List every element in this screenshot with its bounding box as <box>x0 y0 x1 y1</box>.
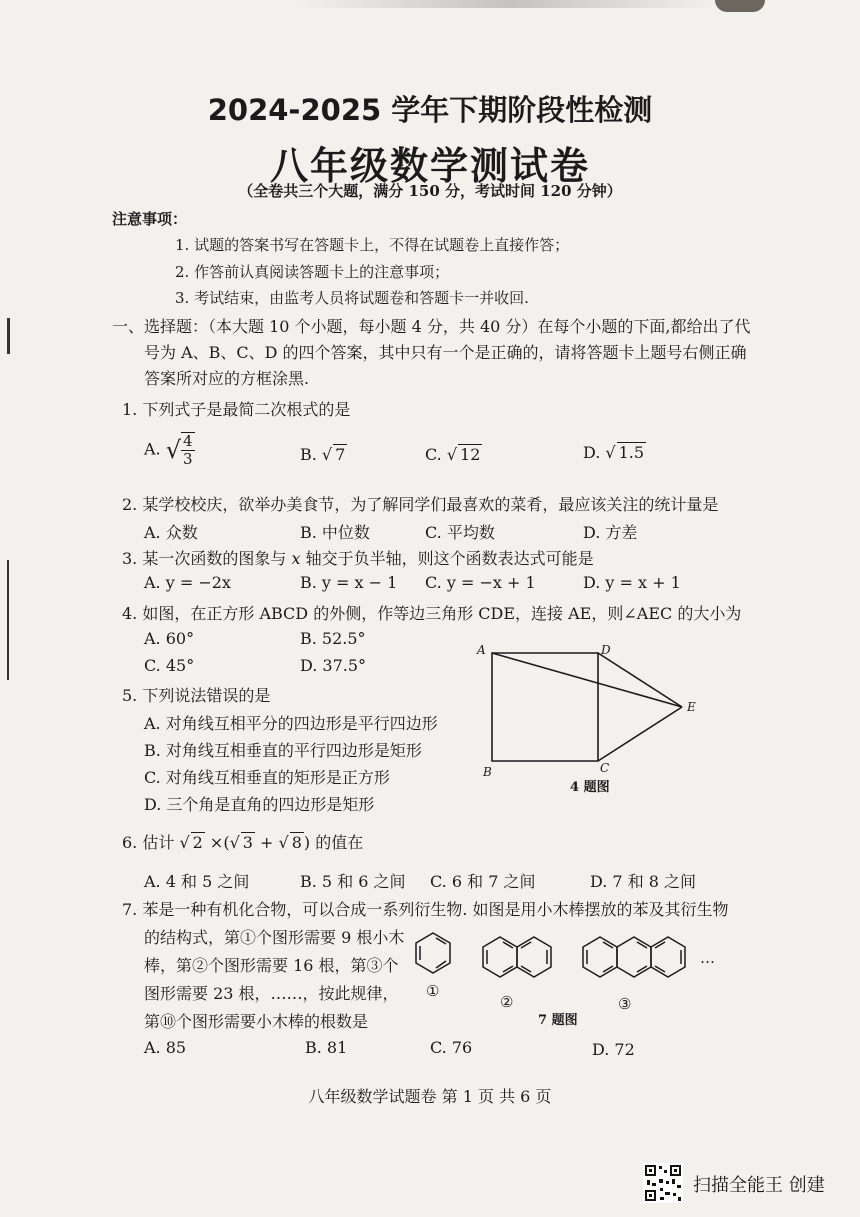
q1-c-radicand: 12 <box>460 445 481 464</box>
square-abcd <box>492 653 598 761</box>
q1-a-numerator: 4 <box>183 432 193 450</box>
q3-stem-post: 轴交于负半轴，则这个函数表达式可能是 <box>300 549 594 568</box>
q4-option-b: B. 52.5° <box>300 629 366 648</box>
notice-item-3: 3. 考试结束，由监考人员将试题卷和答题卡一并收回. <box>175 289 529 307</box>
label-d: D <box>601 643 611 657</box>
q1-option-d: D. √ 1.5 <box>583 443 645 462</box>
q2-stem: 2. 某学校校庆，欲举办美食节，为了解同学们最喜欢的菜肴，最应该关注的统计量是 <box>122 495 719 514</box>
q4-option-d: D. 37.5° <box>300 656 367 675</box>
q4-option-c: C. 45° <box>144 656 195 675</box>
q5-stem: 5. 下列说法错误的是 <box>122 686 271 705</box>
q3-stem-pre: 3. 某一次函数的图象与 <box>122 549 292 568</box>
anthracene-structure <box>583 937 685 977</box>
segment-de <box>598 653 682 707</box>
notice-heading: 注意事项： <box>112 210 188 228</box>
q3-stem-var: x <box>291 549 301 568</box>
q3-stem <box>122 546 594 569</box>
q3-option-a: A. y = −2x <box>144 573 231 592</box>
fig-label-3: ③ <box>618 995 632 1013</box>
q1-b-radicand: 7 <box>335 445 346 464</box>
q1-option-c: C. √ 12 <box>425 445 481 464</box>
exam-title-line1: 2024-2025 学年下期阶段性检测 <box>207 93 653 127</box>
watermark-text: 扫描全能王 创建 <box>693 1175 825 1196</box>
q1-stem: 1. 下列式子是最简二次根式的是 <box>122 400 351 419</box>
option-label: A. <box>144 439 161 459</box>
notice-item-1: 1. 试题的答案书写在答题卡上，不得在试题卷上直接作答； <box>175 236 570 254</box>
q1-d-radicand: 1.5 <box>618 443 645 462</box>
q6-option-b: B. 5 和 6 之间 <box>300 872 406 891</box>
q4-caption: 4 题图 <box>570 780 610 795</box>
q5-option-c: C. 对角线互相垂直的矩形是正方形 <box>144 768 390 787</box>
qr-code-icon <box>643 1163 683 1203</box>
q7-option-b: B. 81 <box>305 1038 348 1057</box>
option-label: C. <box>425 445 442 464</box>
fig-label-1: ① <box>426 982 440 1000</box>
option-label: B. <box>300 445 317 464</box>
q6-stem: 6. 估计 √ 2 ×(√ 3 + √ 8 ) 的值在 <box>122 833 364 852</box>
label-c: C <box>600 761 610 775</box>
naphthalene-structure <box>483 937 551 977</box>
q6-times: × <box>209 833 224 852</box>
q7-line4: 图形需要 23 根，……，按此规律， <box>144 984 399 1003</box>
q6-option-a: A. 4 和 5 之间 <box>144 872 250 891</box>
q6-radicand-2: 3 <box>242 833 253 852</box>
q7-option-c: C. 76 <box>430 1038 473 1057</box>
margin-mark <box>7 318 10 354</box>
q2-option-c: C. 平均数 <box>425 523 495 542</box>
q1-option-b: B. √ 7 <box>300 445 346 464</box>
q6-option-c: C. 6 和 7 之间 <box>430 872 536 891</box>
q6-radicand-3: 8 <box>291 833 302 852</box>
label-b: B <box>483 765 492 779</box>
section1-line2: 号为 A、B、C、D 的四个答案，其中只有一个是正确的，请将答题卡上题号右侧正确 <box>144 343 747 362</box>
q7-option-a: A. 85 <box>144 1038 187 1057</box>
q4-stem: 4. 如图，在正方形 ABCD 的外侧，作等边三角形 CDE，连接 AE，则∠AEC 的大小为 <box>122 604 742 623</box>
section1-line1: 一、选择题：（本大题 10 个小题，每小题 4 分，共 40 分）在每个小题的下面,都给出了代 <box>112 317 751 336</box>
q1-option-a: A. √ $\frac{4}{3}$ <box>144 432 193 468</box>
scan-shadow <box>300 0 720 8</box>
q6-option-d: D. 7 和 8 之间 <box>590 872 697 891</box>
segment-ce <box>598 707 682 761</box>
q6-stem-pre: 6. 估计 <box>122 833 175 852</box>
q6-stem-post: 的值在 <box>315 833 364 852</box>
q5-option-b: B. 对角线互相垂直的平行四边形是矩形 <box>144 741 422 760</box>
q6-radicand-1: 2 <box>192 833 203 852</box>
q7-line2: 的结构式，第①个图形需要 9 根小木 <box>144 928 405 947</box>
margin-mark <box>7 560 9 680</box>
benzene-structure <box>416 933 450 973</box>
exam-subtitle: （全卷共三个大题，满分 150 分，考试时间 120 分钟） <box>238 182 622 200</box>
q6-plus: + <box>260 833 274 852</box>
fig-ellipsis: … <box>700 949 715 967</box>
q7-line3: 棒，第②个图形需要 16 根，第③个 <box>144 956 399 975</box>
label-e: E <box>687 700 696 714</box>
q7-line1: 7. 苯是一种有机化合物，可以合成一系列衍生物. 如图是用小木棒摆放的苯及其衍生物 <box>122 900 729 919</box>
label-a: A <box>477 643 486 657</box>
notice-item-2: 2. 作答前认真阅读答题卡上的注意事项； <box>175 263 450 281</box>
option-label: D. <box>583 443 601 462</box>
q4-option-a: A. 60° <box>144 629 195 648</box>
fig-label-2: ② <box>500 993 514 1011</box>
segment-ae <box>492 653 682 707</box>
q3-option-c: C. y = −x + 1 <box>425 573 536 592</box>
q7-line5: 第⑩个图形需要小木棒的根数是 <box>144 1012 369 1031</box>
q3-option-b: B. y = x − 1 <box>300 573 398 592</box>
q7-option-d: D. 72 <box>592 1040 635 1059</box>
q1-a-denominator: 3 <box>183 450 193 468</box>
q3-option-d: D. y = x + 1 <box>583 573 681 592</box>
q2-option-a: A. 众数 <box>144 523 198 542</box>
page-footer: 八年级数学试题卷 第 1 页 共 6 页 <box>308 1087 552 1106</box>
exam-title-line2: 八年级数学测试卷 <box>269 144 590 188</box>
q5-option-d: D. 三个角是直角的四边形是矩形 <box>144 795 375 814</box>
q2-option-b: B. 中位数 <box>300 523 370 542</box>
q2-option-d: D. 方差 <box>583 523 638 542</box>
section1-line3: 答案所对应的方框涂黑. <box>144 369 310 388</box>
scan-shadow-dark <box>715 0 765 12</box>
q5-option-a: A. 对角线互相平分的四边形是平行四边形 <box>144 714 438 733</box>
q7-caption: 7 题图 <box>538 1013 578 1028</box>
